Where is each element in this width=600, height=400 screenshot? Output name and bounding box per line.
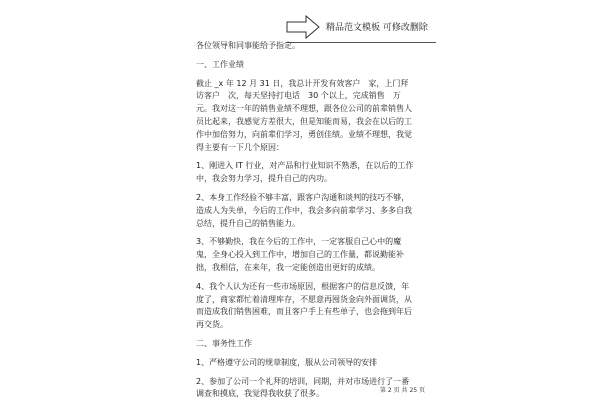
list-item: 2、参加了公司一个礼拜的培训，同期，并对市场进行了一番调查和摸底，我觉得我收获了很多。 [196, 376, 410, 399]
reason-paragraph: 3、不够勤快，我在今后的工作中，一定客服自己心中的魔鬼，全身心投入到工作中，增加自己的工作量，都说勤能补拙，我相信，在来年，我一定能创造出更好的成绩。 [196, 237, 404, 272]
page-header [286, 13, 436, 41]
list-item: 1、严格遵守公司的规章制度，服从公司领导的安排 [196, 357, 378, 367]
reason-paragraph: 4、我个人认为还有一些市场原因，根据客户的信息反馈，年度了，商家都忙着清理库存，不愿意再囤货金向外面调货，从而造成我们销售困难，而且客户手上有些单子，也会拖到年后再交货。 [196, 281, 412, 330]
page-number: 第 2 页 共 25 页 [380, 387, 425, 394]
paragraph: 截止 _x 年 12 月 31 日，我总计开发有效客户 家，上门拜访客户 次，每天坚持打电话 30 个以上，完成销售 万元。我对这一年的销售业绩不理想，跟各位公司的前辈销售人员比起来，我感觉方差很大，但是知能而易，我会在以后的工作中加倍努力，向前辈们学习，勇创佳绩。业绩不理想，我觉得主要有一下几个原因： [196, 78, 412, 152]
header-title: 精品范文模板 可修改删除 [326, 23, 428, 33]
arrow-right-icon [286, 13, 320, 41]
document-body [196, 40, 416, 400]
section-heading: 一、工作业绩 [196, 59, 244, 69]
reason-paragraph: 2、本身工作经验不够丰富，跟客户沟通和谈判的技巧不够，造成人为失单，今后的工作中，我会多向前辈学习、多多自我总结，提升自己的销售能力。 [196, 192, 412, 228]
section-heading: 二、事务性工作 [196, 338, 252, 348]
intro-paragraph: 各位领导和同事能给予指定。 [196, 41, 300, 50]
reason-paragraph: 1、刚进入 IT 行业，对产品和行业知识不熟悉，在以后的工作中，我会努力学习，提升自己的内功。 [196, 161, 414, 184]
